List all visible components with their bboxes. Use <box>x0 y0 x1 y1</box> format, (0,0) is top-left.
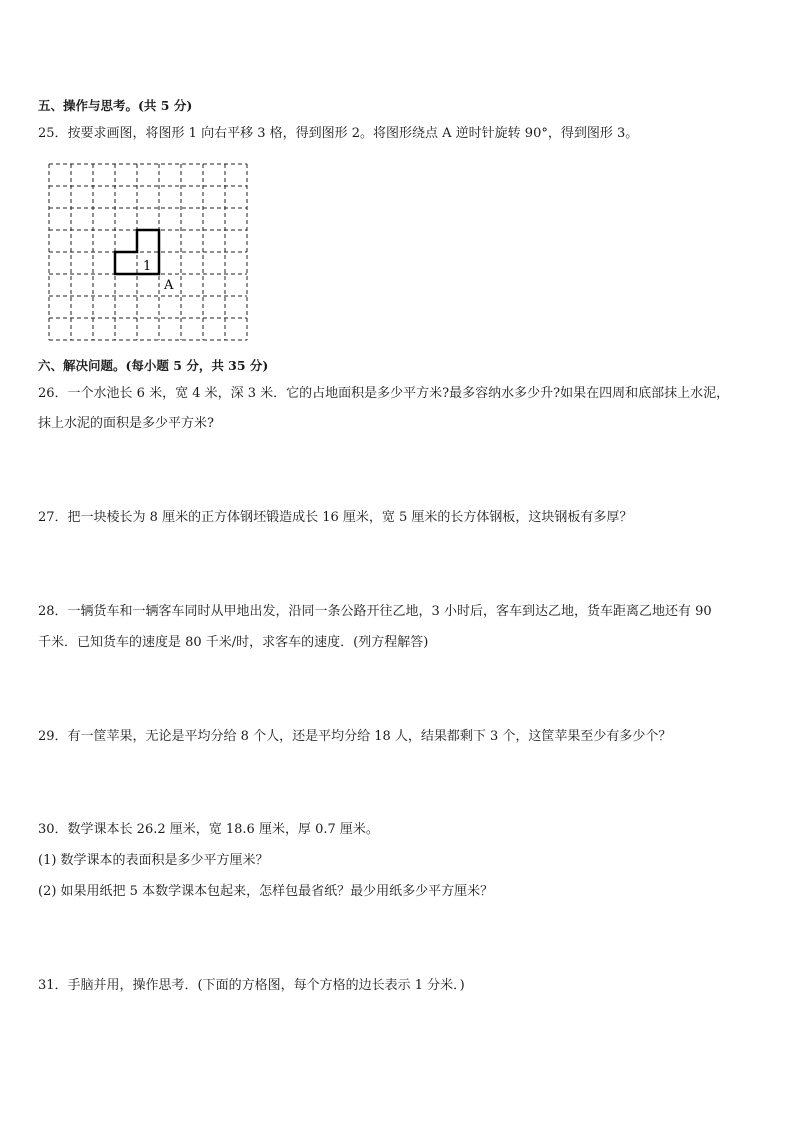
figure-1-label: 1 <box>143 259 152 274</box>
section5-heading: 五、操作与思考。(共 5 分) <box>38 98 193 113</box>
q26-line2: 抹上水泥的面积是多少平方米? <box>38 416 214 431</box>
figure-1 <box>115 230 159 274</box>
q29-text: 29．有一筐苹果，无论是平均分给 8 个人，还是平均分给 18 人，结果都剩下 3 个，这筐苹果至少有多少个？ <box>38 729 672 744</box>
section6-heading: 六、解决问题。(每小题 5 分，共 35 分) <box>38 358 269 373</box>
q30-line1: 30．数学课本长 26.2 厘米，宽 18.6 厘米，厚 0.7 厘米。 <box>38 822 379 837</box>
q30-sub1: (1) 数学课本的表面积是多少平方厘米？ <box>38 853 269 868</box>
q25-grid <box>46 160 250 344</box>
q25-text: 25．按要求画图，将图形 1 向右平移 3 格，得到图形 2。将图形绕点 A 逆时针旋转 90°，得到图形 3。 <box>38 126 639 141</box>
q28-line2: 千米．已知货车的速度是 80 千米/时，求客车的速度．(列方程解答) <box>38 635 429 650</box>
q30-sub2: (2) 如果用纸把 5 本数学课本包起来，怎样包最省纸？最少用纸多少平方厘米？ <box>38 884 494 899</box>
q31-text: 31．手脑并用，操作思考．(下面的方格图，每个方格的边长表示 1 分米．) <box>38 978 465 993</box>
q26-line1: 26．一个水池长 6 米，宽 4 米，深 3 米．它的占地面积是多少平方米?最多容纳水多少升?如果在四周和底部抹上水泥， <box>38 386 730 401</box>
point-a-label: A <box>164 278 174 293</box>
grid-lines <box>49 164 247 340</box>
q28-line1: 28．一辆货车和一辆客车同时从甲地出发，沿同一条公路开往乙地，3 小时后，客车到达乙地，货车距离乙地还有 90 <box>38 604 712 619</box>
q27-text: 27．把一块棱长为 8 厘米的正方体钢坯锻造成长 16 厘米，宽 5 厘米的长方体钢板，这块钢板有多厚？ <box>38 510 633 525</box>
